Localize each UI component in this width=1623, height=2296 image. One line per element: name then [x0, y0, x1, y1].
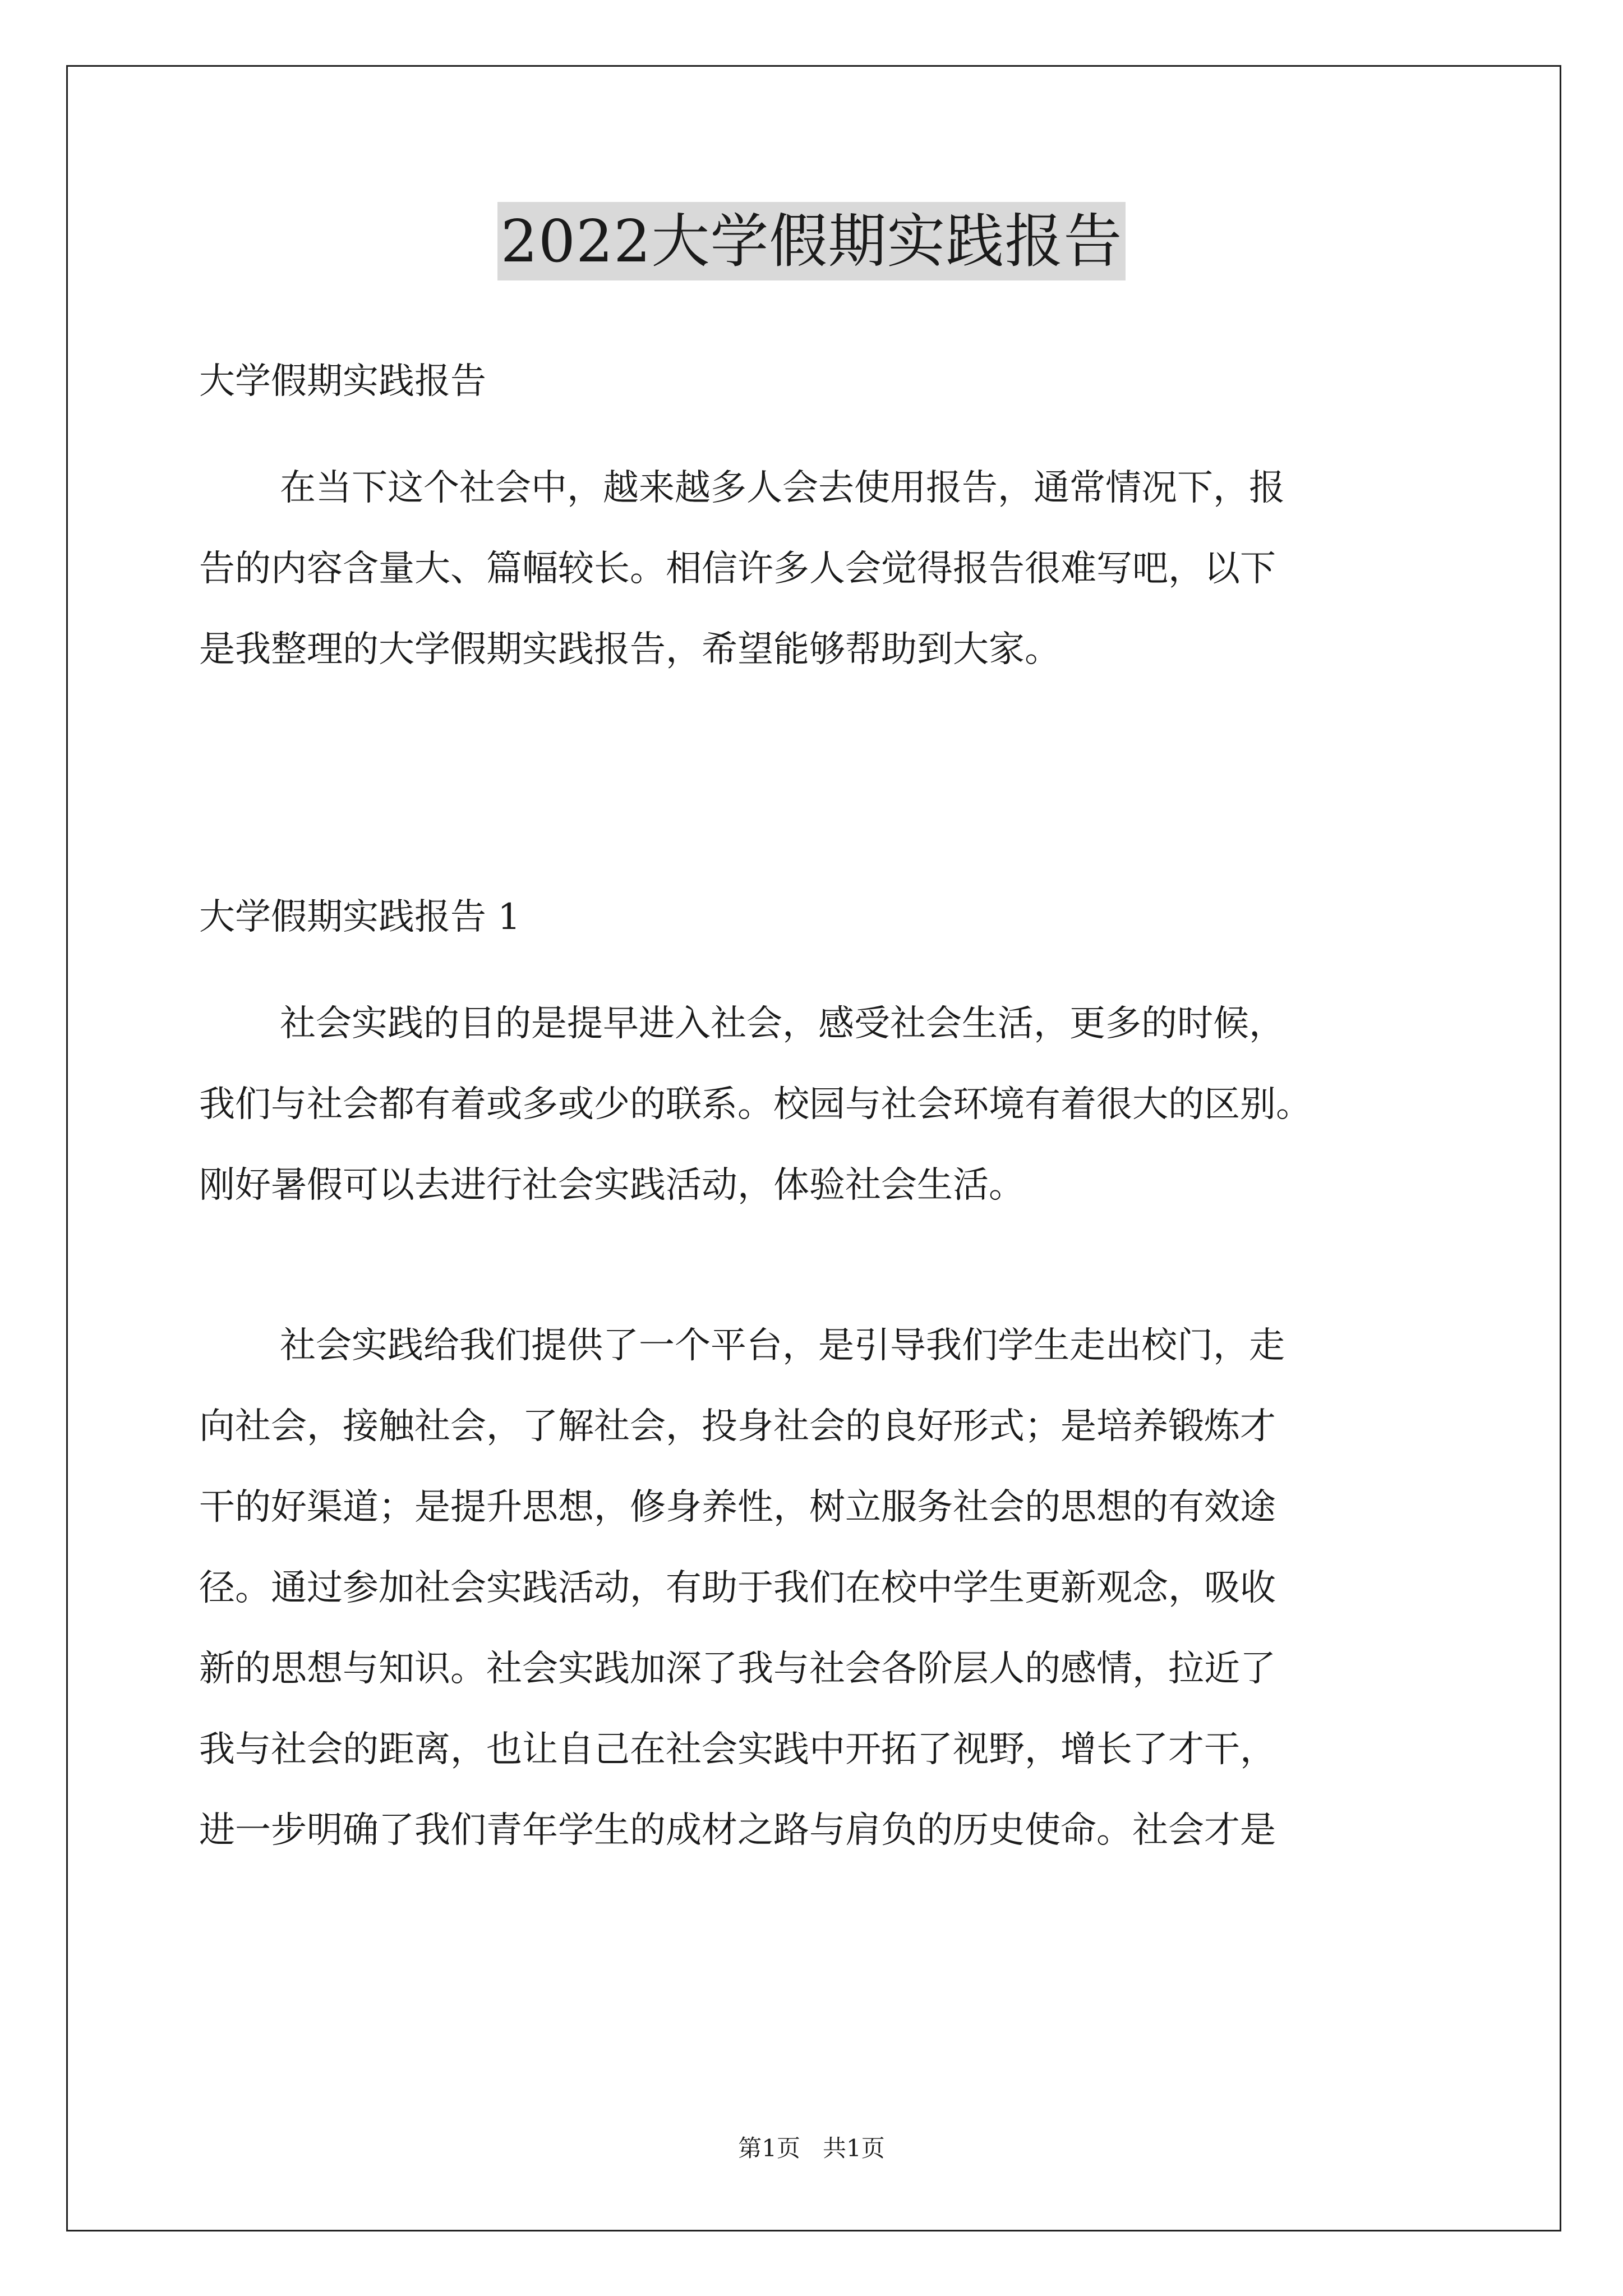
section1-heading [199, 877, 1433, 958]
paragraph-line: 社会实践的目的是提早进入社会，感受社会生活，更多的时候， [280, 1003, 1285, 1045]
title-container [0, 202, 1623, 280]
subtitle-text: 大学假期实践报告 [199, 361, 486, 402]
paragraph-line: 向社会，接触社会，了解社会，投身社会的良好形式；是培养锻炼才 [199, 1406, 1276, 1447]
document-title: 2022大学假期实践报告 [497, 202, 1126, 280]
paragraph-line: 在当下这个社会中，越来越多人会去使用报告，通常情况下，报 [280, 467, 1285, 509]
paragraph-line: 刚好暑假可以去进行社会实践活动，体验社会生活。 [199, 1165, 1025, 1206]
section1-paragraph-1 [199, 983, 1433, 1226]
paragraph-line: 新的思想与知识。社会实践加深了我与社会各阶层人的感情，拉近了 [199, 1648, 1276, 1690]
page-number-current: 第1页 [738, 2134, 800, 2162]
paragraph-line: 干的好渠道；是提升思想，修身养性，树立服务社会的思想的有效途 [199, 1487, 1276, 1528]
paragraph-line: 告的内容含量大、篇幅较长。相信许多人会觉得报告很难写吧，以下 [199, 548, 1276, 590]
paragraph-line: 我与社会的距离，也让自己在社会实践中开拓了视野，增长了才干， [199, 1729, 1276, 1770]
paragraph-line: 是我整理的大学假期实践报告，希望能够帮助到大家。 [199, 629, 1061, 670]
paragraph-line: 进一步明确了我们青年学生的成材之路与肩负的历史使命。社会才是 [199, 1810, 1276, 1851]
subtitle [199, 341, 1433, 422]
paragraph-line: 我们与社会都有着或多或少的联系。校园与社会环境有着很大的区别。 [199, 1084, 1312, 1125]
section1-paragraph-2 [199, 1305, 1433, 1871]
paragraph-line: 社会实践给我们提供了一个平台，是引导我们学生走出校门，走 [280, 1325, 1285, 1366]
page-footer [0, 2132, 1623, 2165]
intro-paragraph [199, 448, 1433, 690]
section-heading-text: 大学假期实践报告 1 [199, 896, 521, 938]
paragraph-line: 径。通过参加社会实践活动，有助于我们在校中学生更新观念，吸收 [199, 1567, 1276, 1609]
page-number-total: 共1页 [823, 2134, 885, 2162]
